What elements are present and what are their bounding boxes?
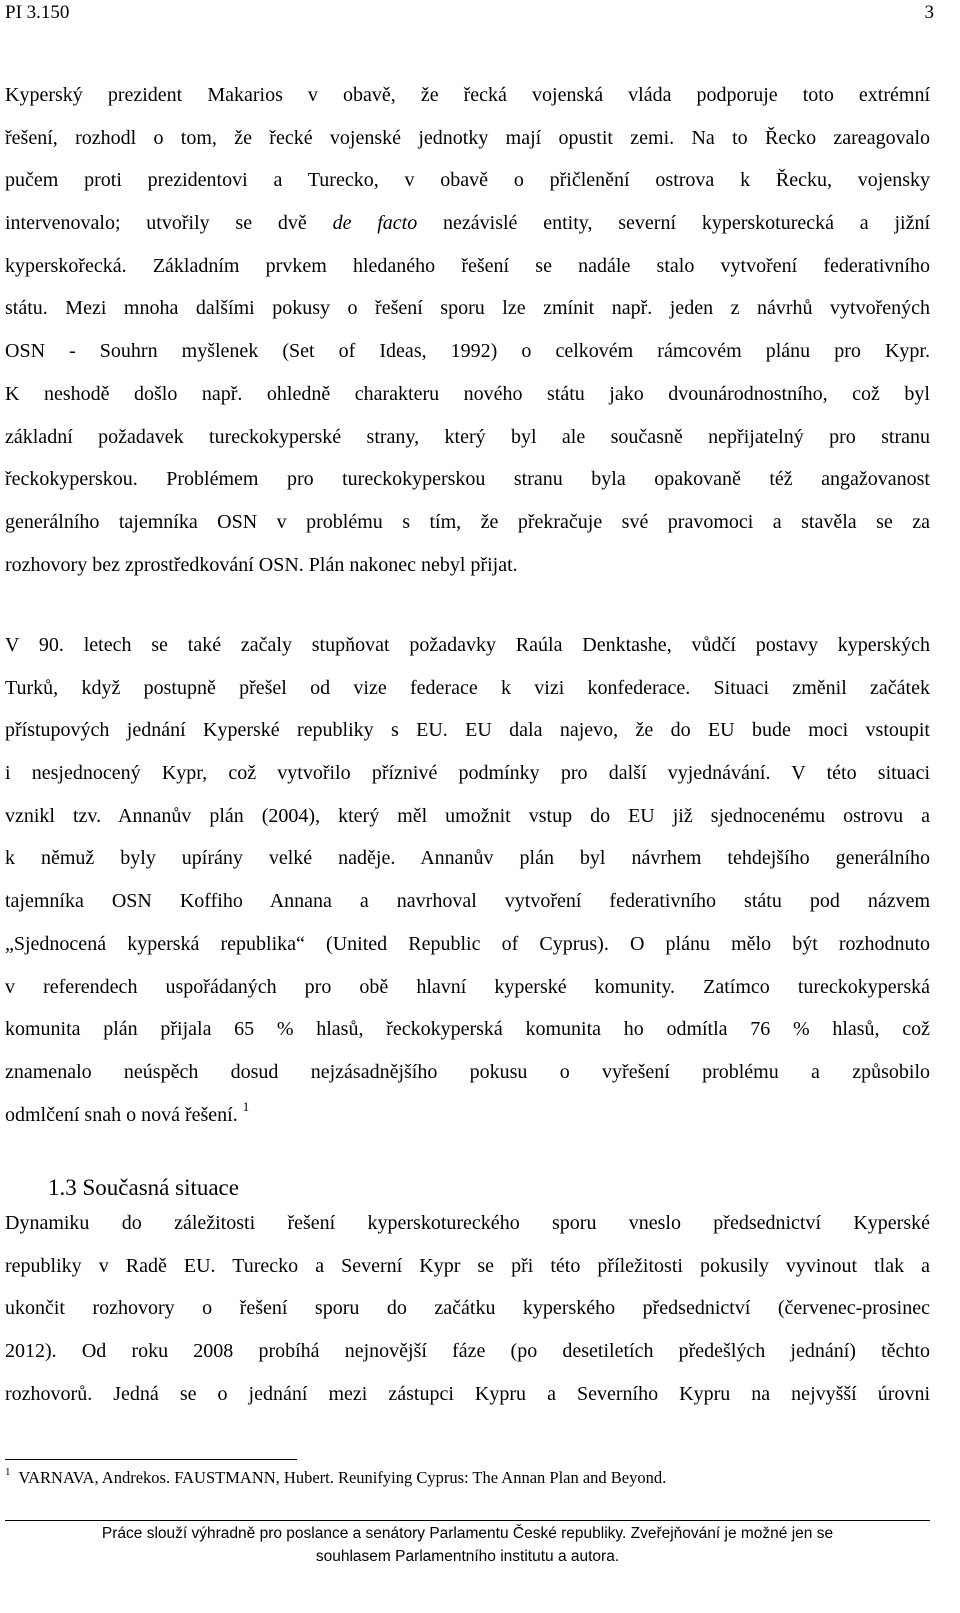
text-line: řeckokyperskou. Problémem pro tureckokyperskou stranu byla opakovaně též angažovanost (5, 468, 930, 491)
footer-line: Práce slouží výhradně pro poslance a senátory Parlamentu České republiky. Zveřejňování je možné jen se (101, 1525, 834, 1542)
text-line: ukončit rozhovory o řešení sporu do začátku kyperského předsednictví (červenec-prosinec (5, 1297, 930, 1320)
paragraph-current-situation (5, 1202, 930, 1415)
text-line: základní požadavek tureckokyperské strany, který byl ale současně nepřijatelný pro stranu (5, 425, 930, 448)
footnote-mark: 1 (5, 1466, 11, 1478)
text-line: V 90. letech se také začaly stupňovat požadavky Raúla Denktashe, vůdčí postavy kyperských (5, 634, 930, 656)
text-line: komunita plán přijala 65 % hlasů, řeckokyperská komunita ho odmítla 76 % hlasů, což (5, 1018, 930, 1041)
text-segment: odmlčení snah o nová řešení. (5, 1103, 238, 1126)
text-line: „Sjednocená kyperská republika“ (United Republic of Cyprus). O plánu mělo být rozhodnuto (5, 932, 930, 955)
section-heading: 1.3 Současná situace (48, 1175, 239, 1200)
text-segment: intervenovalo; utvořily se dvě (5, 212, 333, 235)
text-line: státu. Mezi mnoha dalšími pokusy o řešení sporu lze zmínit např. jeden z návrhů vytvořených (5, 297, 930, 320)
text-line: generálního tajemníka OSN v problému s tím, že překračuje své pravomoci a stavěla se za (5, 510, 930, 533)
text-line: Turků, když postupně přešel od vize federace k vizi konfederace. Situaci změnil začátek (5, 676, 930, 699)
text-line-with-italic (5, 202, 930, 245)
footer-line: souhlasem Parlamentního institutu a autora. (315, 1548, 620, 1565)
text-segment: nezávislé entity, severní kyperskoturecká a jižní (417, 212, 930, 235)
italic-term: de facto (332, 212, 418, 235)
text-line: kyperskořecká. Základním prvkem hledaného řešení se nadále stalo vytvoření federativního (5, 254, 930, 277)
paragraph-makarios (5, 74, 930, 586)
page-footer (5, 1522, 930, 1568)
text-line: k němuž byly upírány velké naděje. Annanův plán byl návrhem tehdejšího generálního (5, 847, 930, 870)
footnote-divider (5, 1459, 297, 1460)
page-number: 3 (924, 2, 934, 23)
text-line: Dynamiku do záležitosti řešení kyperskotureckého sporu vneslo předsednictví Kyperské (5, 1212, 930, 1234)
text-line: tajemníka OSN Koffiho Annana a navrhoval vytvoření federativního státu pod názvem (5, 890, 930, 913)
text-line: v referendech uspořádaných pro obě hlavní kyperské komunity. Zatímco tureckokyperská (5, 975, 930, 998)
text-line: rozhovorů. Jedná se o jednání mezi zástupci Kypru a Severního Kypru na nejvyšší úrovni (5, 1382, 930, 1405)
text-line-with-footnote (5, 1094, 930, 1137)
text-line: pučem proti prezidentovi a Turecko, v obavě o přičlenění ostrova k Řecku, vojensky (5, 169, 930, 192)
text-line: 2012). Od roku 2008 probíhá nejnovější fáze (po desetiletích předešlých jednání) těchto (5, 1340, 930, 1363)
text-line: řešení, rozhodl o tom, že řecké vojenské jednotky mají opustit zemi. Na to Řecko zareagovalo (5, 126, 930, 149)
paragraph-annan-plan (5, 624, 930, 1136)
footnote (5, 1466, 666, 1490)
text-line: OSN - Souhrn myšlenek (Set of Ideas, 1992) o celkovém rámcovém plánu pro Kypr. (5, 340, 930, 363)
footer-divider (5, 1520, 930, 1521)
text-line: znamenalo neúspěch dosud nejzásadnějšího pokusu o vyřešení problému a způsobilo (5, 1060, 930, 1083)
text-line: K neshodě došlo např. ohledně charakteru nového státu jako dvounárodnostního, což byl (5, 382, 930, 405)
text-line: rozhovory bez zprostředkování OSN. Plán nakonec nebyl přijat. (5, 553, 518, 576)
text-line: i nesjednocený Kypr, což vytvořilo příznivé podmínky pro další vyjednávání. V této situaci (5, 762, 930, 785)
text-line: Kyperský prezident Makarios v obavě, že řecká vojenská vláda podporuje toto extrémní (5, 84, 930, 106)
text-line: přístupových jednání Kyperské republiky s EU. EU dala najevo, že do EU bude moci vstoupit (5, 719, 930, 742)
document-id: PI 3.150 (5, 2, 70, 23)
footnote-reference[interactable]: 1 (242, 1098, 250, 1114)
footnote-text: VARNAVA, Andrekos. FAUSTMANN, Hubert. Reunifying Cyprus: The Annan Plan and Beyond. (14, 1468, 667, 1487)
text-line: republiky v Radě EU. Turecko a Severní Kypr se při této příležitosti pokusily vyvinout tlak a (5, 1254, 930, 1277)
text-line: vznikl tzv. Annanův plán (2004), který měl umožnit vstup do EU již sjednocenému ostrovu a (5, 804, 930, 827)
